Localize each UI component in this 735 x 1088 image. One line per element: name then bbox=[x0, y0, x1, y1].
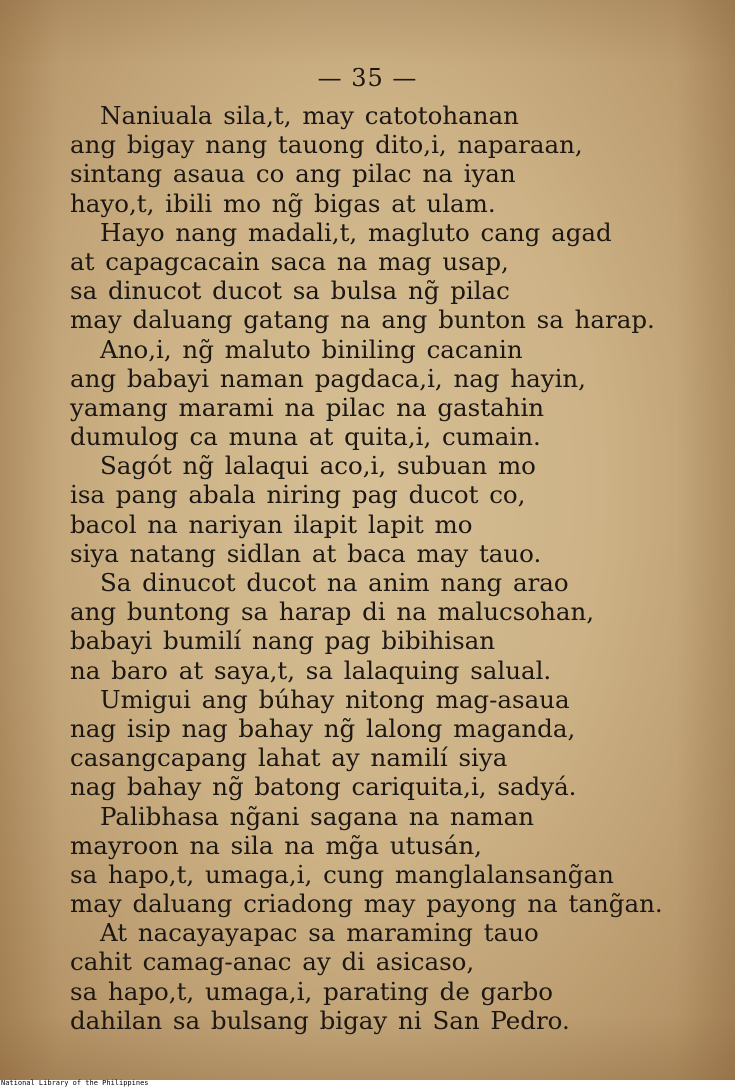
poem-line: yamang marami na pilac na gastahin bbox=[70, 392, 545, 422]
poem-line: mayroon na sila na mg̃a utusán, bbox=[70, 830, 482, 860]
poem-line: ang babayi naman pagdaca,i, nag hayin, bbox=[70, 363, 586, 393]
poem-line: casangcapang lahat ay namilí siya bbox=[70, 743, 508, 773]
footer-credit: National Library of the Philippines bbox=[1, 1079, 149, 1087]
poem-line: dahilan sa bulsang bigay ni San Pedro. bbox=[70, 1005, 570, 1035]
poem-line: babayi bumilí nang pag bibihisan bbox=[70, 626, 496, 656]
stanza bbox=[0, 918, 735, 1035]
stanza bbox=[0, 685, 735, 802]
poem-line: Palibhasa ng̃ani sagana na naman bbox=[100, 801, 534, 831]
poem-body bbox=[0, 101, 735, 1035]
poem-line: Ano,i, ng̃ maluto biniling cacanin bbox=[100, 334, 523, 364]
stanza bbox=[0, 335, 735, 452]
poem-line: ang bigay nang tauong dito,i, naparaan, bbox=[70, 130, 583, 160]
poem-line: ang buntong sa harap di na malucsohan, bbox=[70, 597, 595, 627]
poem-line: At nacayayapac sa maraming tauo bbox=[100, 918, 539, 948]
poem-line: cahit camag-anac ay di asicaso, bbox=[70, 947, 475, 977]
poem-line: siya natang sidlan at baca may tauo. bbox=[70, 538, 542, 568]
poem-line: Hayo nang madali,t, magluto cang agad bbox=[100, 217, 612, 247]
poem-line: hayo,t, ibili mo ng̃ bigas at ulam. bbox=[70, 188, 496, 218]
poem-line: na baro at saya,t, sa lalaquing salual. bbox=[70, 655, 552, 685]
poem-line: sintang asaua co ang pilac na iyan bbox=[70, 159, 516, 189]
poem-line: dumulog ca muna at quita,i, cumain. bbox=[70, 422, 541, 452]
poem-line: bacol na nariyan ilapit lapit mo bbox=[70, 509, 473, 539]
poem-line: Umigui ang búhay nitong mag-asaua bbox=[100, 684, 570, 714]
poem-line: at capagcacain saca na mag usap, bbox=[70, 246, 509, 276]
poem-line: Naniuala sila,t, may catotohanan bbox=[100, 101, 519, 130]
poem-line: sa hapo,t, umaga,i, parating de garbo bbox=[70, 976, 554, 1006]
stanza bbox=[0, 101, 735, 218]
stanza bbox=[0, 802, 735, 919]
poem-line: Sa dinucot ducot na anim nang arao bbox=[100, 568, 569, 597]
page-number: — 35 — bbox=[317, 64, 418, 92]
stanza bbox=[0, 568, 735, 685]
stanza bbox=[0, 451, 735, 568]
poem-line: sa hapo,t, umaga,i, cung manglalansang̃an bbox=[70, 859, 614, 889]
stanza bbox=[0, 218, 735, 335]
poem-line: nag isip nag bahay ng̃ lalong maganda, bbox=[70, 713, 576, 743]
poem-line: nag bahay ng̃ batong cariquita,i, sadyá. bbox=[70, 772, 577, 802]
poem-line: Sagót ng̃ lalaqui aco,i, subuan mo bbox=[100, 451, 536, 481]
poem-line: may daluang gatang na ang bunton sa harap. bbox=[70, 305, 655, 335]
footer-bar bbox=[0, 1080, 735, 1088]
poem-line: isa pang abala niring pag ducot co, bbox=[70, 480, 526, 510]
poem-line: may daluang criadong may payong na tang̃an. bbox=[70, 889, 663, 919]
poem-line: sa dinucot ducot sa bulsa ng̃ pilac bbox=[70, 276, 510, 306]
